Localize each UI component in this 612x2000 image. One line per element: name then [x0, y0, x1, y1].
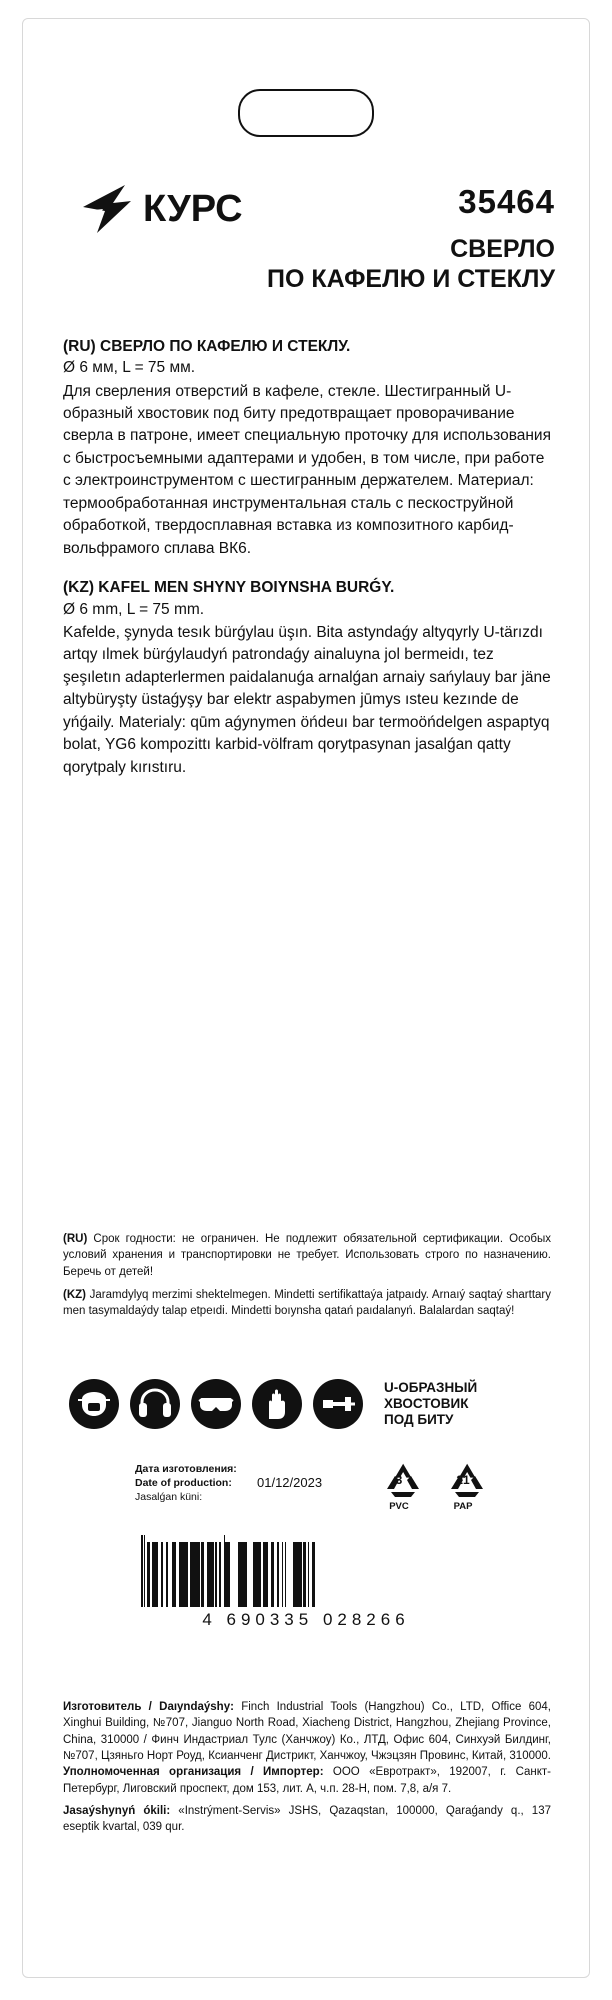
kz-representative-label: Jasaýshynyń ókili:: [63, 1804, 171, 1817]
ear-protection-icon: [130, 1379, 180, 1429]
safety-goggles-icon: [191, 1379, 241, 1429]
fineprint-ru-text: Срок годности: не ограничен. Не подлежит обязательной сертификации. Особых условий хранения и транспортировки не требует. Использовать строго по назначению. Беречь от детей!: [63, 1233, 551, 1278]
production-date-labels: [135, 1463, 237, 1505]
production-label-ru: Дата изготовления:: [135, 1463, 237, 1475]
manufacturer-footer: [63, 1699, 551, 1842]
description-block: [63, 337, 551, 779]
fineprint-kz: [63, 1287, 551, 1320]
manufacturer-label: Изготовитель / Daıyndaýshy:: [63, 1701, 234, 1713]
article-number: 35464: [458, 183, 555, 220]
legal-fineprint: [63, 1231, 551, 1327]
kz-body-text: Kafelde, şynyda tesık bürǵylau üşın. Bita astyndaǵy altyqyrly U-tärızdı artqy ılmek bürǵylaudyń patrondaǵy ainaluyna jol bermeidı, tez şeşıletın adapterlermen paidalanuǵa arnalǵan arnaiy sańylauy bar jäne altybüryşty üstaǵyşy bar elektr aspabymen jūmys ısteu kezınde de yńǵaily. Materialy: qūm aǵynymen öńdeuı bar termoöńdelgen aspaptyq bolat, YG6 kompozittı karbid-völfram qorytpasynan jasalǵan qatty qorytpaly kırıstıru.: [63, 623, 551, 776]
ru-body-text: Для сверления отверстий в кафеле, стекле. Шестигранный U-образный хвостовик под биту предотвращает проворачивание сверла в патроне, имеет специальную проточку для использования с быстросъемными адаптерами и удобен, в том числе, при работе с электроинструментом с шестигранным держателем. Материал: термообработанная инструментальная сталь с пескоструйной обработкой, твердосплавная вставка из композитного карбид-вольфрамого сплава ВК6.: [63, 382, 551, 557]
recycle-caption: PVC: [389, 1501, 409, 1512]
shank-caption-line-3: ПОД БИТУ: [384, 1411, 454, 1427]
importer-text: ООО «Евротракт», 192007, г. Санкт-Петербург, Лиговский проспект, дом 153, лит. А, ч.п. 28-Н, пом. 7,8, а/я 7.: [63, 1766, 552, 1795]
production-label-en: Date of production:: [135, 1476, 232, 1489]
fineprint-ru: [63, 1231, 551, 1280]
safety-pictogram-row: [69, 1379, 477, 1429]
recycle-mark-pap: [441, 1459, 493, 1512]
product-package-card: [22, 18, 590, 1978]
fineprint-ru-label: (RU): [63, 1233, 88, 1245]
kz-heading: (KZ) KAFEL MEN SHYNY BOIYNSHA BURǴY.: [63, 579, 395, 597]
recycle-number: 3: [395, 1473, 403, 1487]
recycle-number: 21: [456, 1473, 470, 1487]
kz-representative-line: [63, 1803, 551, 1836]
barcode: [141, 1535, 471, 1630]
brand-name: КУРС: [143, 187, 243, 230]
respirator-icon: [69, 1379, 119, 1429]
product-title: [235, 235, 555, 294]
product-title-line-2: ПО КАФЕЛЮ И СТЕКЛУ: [267, 264, 555, 293]
product-title-line-1: СВЕРЛО: [450, 235, 555, 263]
recycle-mark-pvc: [377, 1459, 429, 1512]
barcode-bars: [141, 1535, 471, 1607]
ru-dimensions: Ø 6 мм, L = 75 мм.: [63, 359, 196, 377]
fineprint-kz-text: Jaramdylyq merzimi shektelmegen. Mindetti sertifikattaýa jatpaıdy. Arnaıý saqtaý sharttary men tasymaldaýdy talap etpeıdi. Mindetti boıynsha qatań paıdalanyń. Balalardan saqtaý!: [63, 1288, 552, 1318]
kz-dimensions: Ø 6 mm, L = 75 mm.: [63, 600, 205, 618]
euro-slot-hang-hole: [238, 89, 374, 137]
hex-shank-icon: [313, 1379, 363, 1429]
ru-heading: (RU) СВЕРЛО ПО КАФЕЛЮ И СТЕКЛУ.: [63, 338, 351, 355]
barcode-digits: 4 690335 028266: [202, 1610, 410, 1629]
production-date-row: [135, 1459, 515, 1517]
brand-lockup: [79, 181, 243, 237]
production-label-kz: Jasalǵan küni:: [135, 1490, 203, 1503]
shank-caption: [384, 1380, 477, 1428]
manufacturer-line: [63, 1699, 551, 1797]
recycle-caption: PAP: [453, 1501, 473, 1512]
production-date-value: 01/12/2023: [257, 1475, 323, 1490]
shank-caption-line-2: ХВОСТОВИК: [384, 1396, 469, 1412]
manufacturer-text: Finch Industrial Tools (Hangzhou) Co., LTD, Office 604, Xinghui Building, №707, Jianguo North Road, Xiacheng District, Hangzhou, Zhejiang Province, China, 310000 / Финч Индастриал Тулс (Ханчжоу) Ко., ЛТД, Офис 604, Синхуэй Билдинг, №707, Цзяньго Норт Роуд, Ксианченг Дистрикт, Ханчжоу, Чжэцзян Провинс, Китай, 310000.: [63, 1701, 551, 1762]
shank-caption-line-1: U-ОБРАЗНЫЙ: [384, 1380, 478, 1396]
fineprint-kz-label: (KZ): [63, 1288, 86, 1301]
kz-description: [63, 578, 551, 779]
protective-gloves-icon: [252, 1379, 302, 1429]
kz-representative-text: «Instrýment-Servis» JSHS, Qazaqstan, 100000, Qaraǵandy q., 137 eseptik kvartal, 039 qur.: [63, 1804, 551, 1834]
package-header: [57, 169, 555, 319]
ru-description: [63, 337, 551, 560]
importer-label: Уполномоченная организация / Импортер:: [63, 1766, 324, 1779]
arrow-logo-icon: [79, 181, 137, 237]
